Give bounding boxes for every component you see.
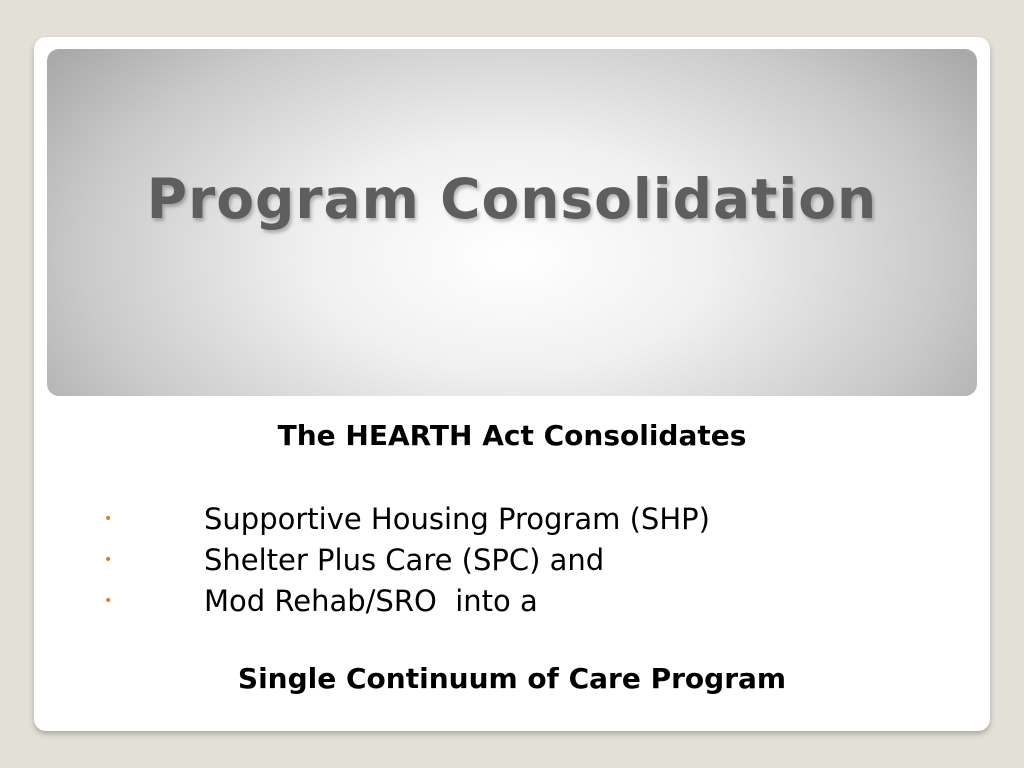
bullet-icon: • [104, 552, 113, 568]
bullet-text: Supportive Housing Program (SHP) [204, 502, 710, 536]
body-heading: The HEARTH Act Consolidates [277, 419, 747, 452]
bullet-text: Mod Rehab/SRO into a [204, 584, 538, 618]
slide-card [34, 37, 990, 731]
bullet-text: Shelter Plus Care (SPC) and [204, 543, 605, 577]
title-panel [47, 49, 977, 396]
bullet-icon: • [104, 511, 113, 527]
slide-title: Program Consolidation [146, 167, 878, 231]
body-footer: Single Continuum of Care Program [237, 662, 787, 695]
bullet-icon: • [104, 593, 113, 609]
